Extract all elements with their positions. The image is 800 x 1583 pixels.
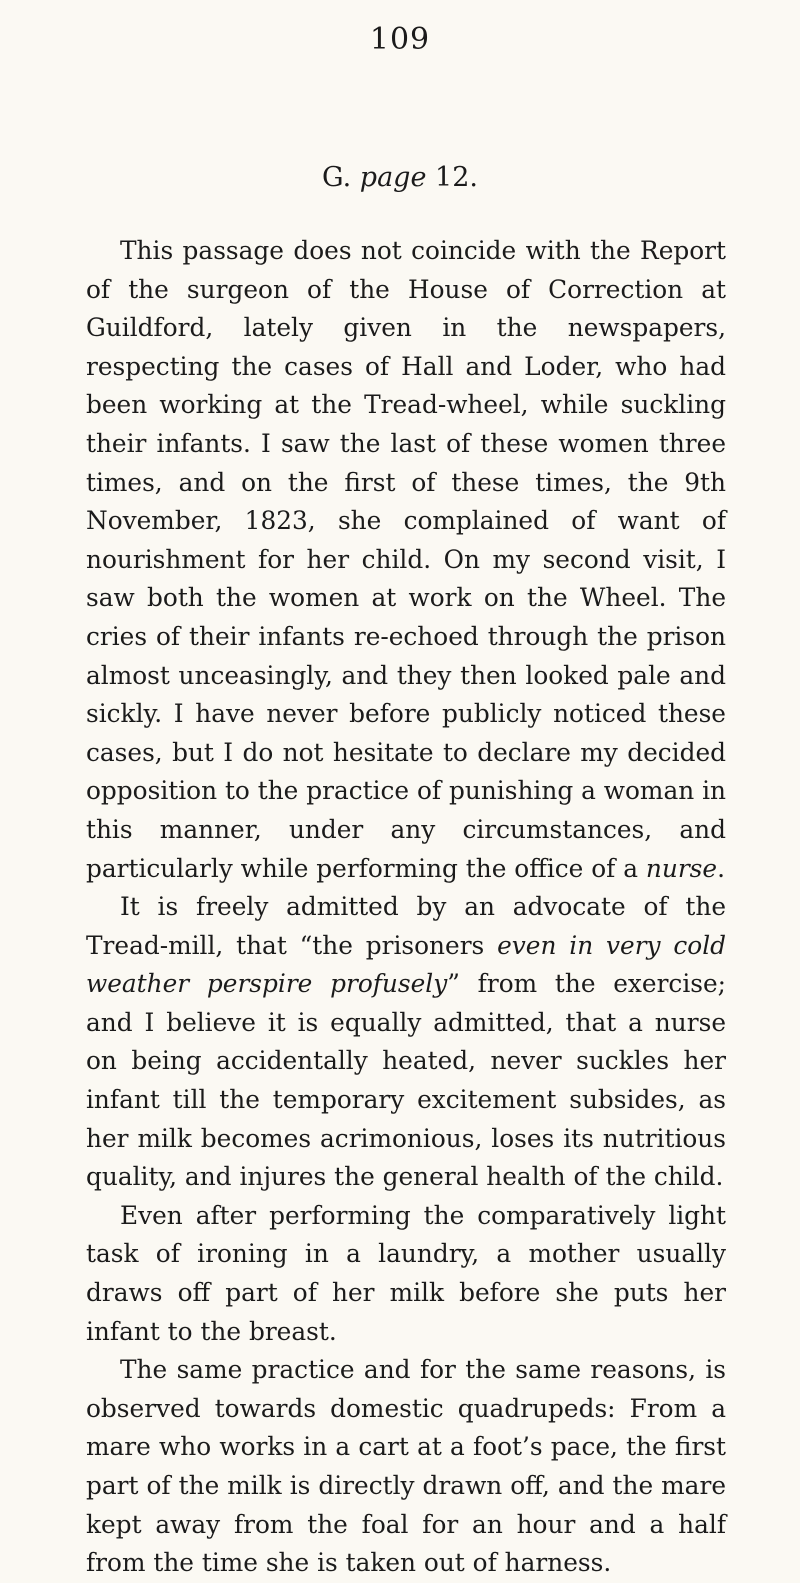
paragraph-1-italic: nurse — [645, 853, 718, 883]
heading-letter: G. — [322, 162, 352, 193]
body-text — [86, 232, 726, 1583]
heading-page-ref: 12. — [435, 162, 478, 193]
page-number: 109 — [369, 22, 431, 57]
paragraph-1-text: This passage does not coincide with the Report of the surgeon of the House of Correction at Guildford, lately given in the newspapers, respecting the cases of Hall and Loder, who had been working at the Tread-wheel, while suckling their infants. I saw the last of these women three times, and on the first of these times, the 9th November, 1823, she complained of want of nourishment for her child. On my second visit, I saw both the women at work on the Wheel. The cries of their infants re-echoed through the prison almost unceasingly, and they then looked pale and sickly. I have never before publicly noticed these cases, but I do not hesitate to declare my decided opposition to the practice of punishing a woman in this manner, under any circumstances, and particularly while performing the office of a — [86, 236, 726, 883]
section-heading — [0, 162, 800, 193]
heading-page-word: page — [359, 162, 427, 193]
paragraph-2-pre: It is freely admitted by an advocate of the Tread-mill, that “the prisoners — [86, 892, 726, 960]
paragraph-2-italic: even in very cold weather perspire profusely — [86, 930, 727, 999]
paragraph-4 — [86, 1351, 726, 1583]
paragraph-4-text: The same practice and for the same reasons, is observed towards domestic quadrupeds: From a mare who works in a cart at a foot’s pace, the first part of the milk is directly drawn off, and the mare kept away from the foal for an hour and a half from the time she is taken out of harness. — [86, 1355, 726, 1578]
paragraph-1 — [86, 232, 726, 888]
paragraph-2-post: ” from the exercise; and I believe it is equally admitted, that a nurse on being accidentally heated, never suckles her infant till the temporary excitement subsides, as her milk becomes acrimonious, loses its nutritious quality, and injures the general health of the child. — [86, 969, 727, 1192]
paragraph-1-end: . — [717, 853, 725, 883]
paragraph-3-text: Even after performing the comparatively light task of ironing in a laundry, a mother usually draws off part of her milk before she puts her infant to the breast. — [86, 1200, 726, 1346]
paragraph-3 — [86, 1197, 726, 1351]
paragraph-2 — [86, 888, 726, 1197]
